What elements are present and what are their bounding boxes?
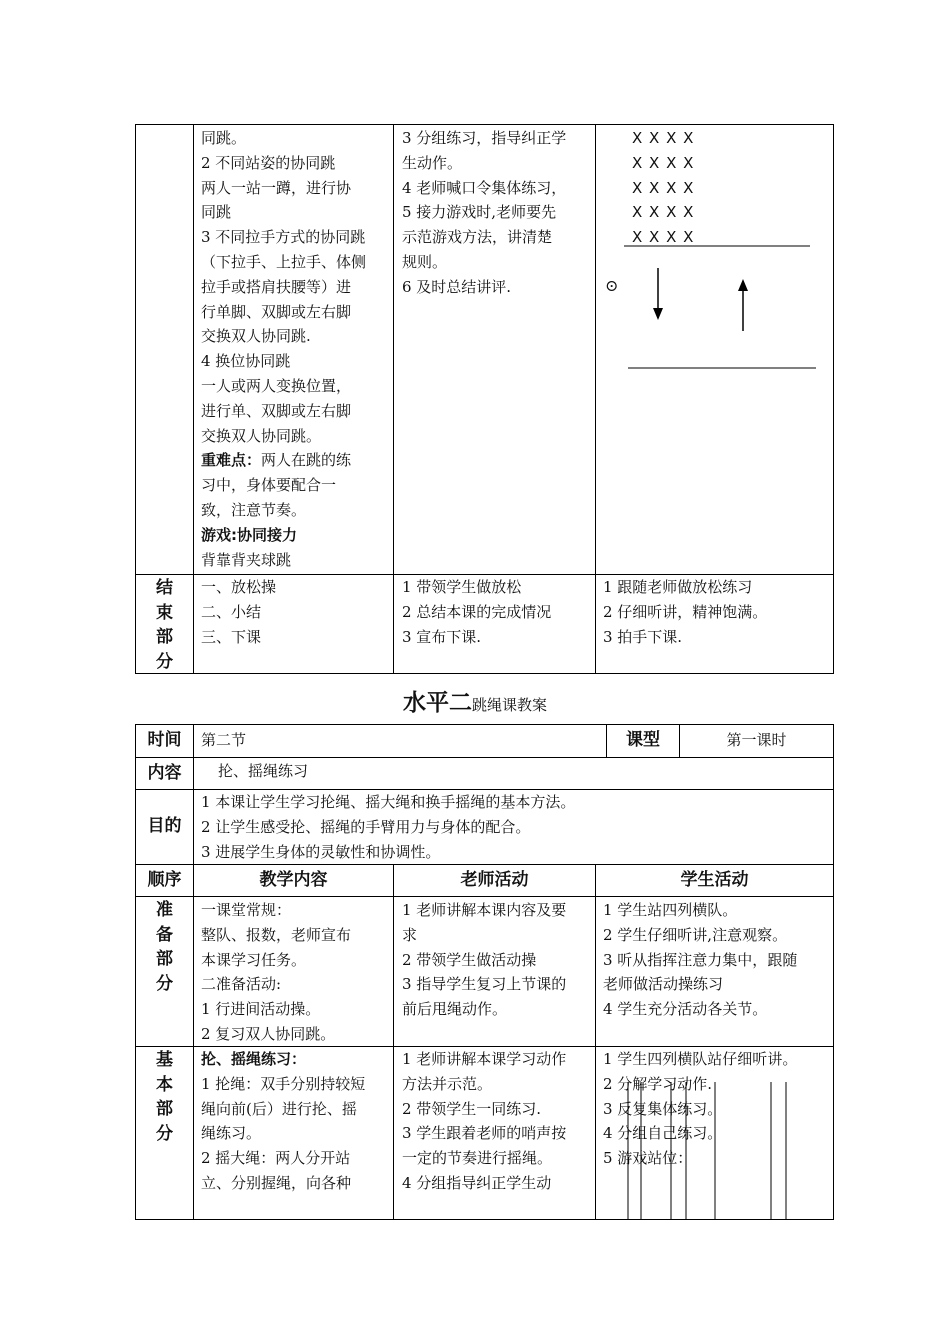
text-line: 1 老师讲解本课学习动作: [402, 1050, 567, 1068]
text-line: 三、下课: [201, 627, 262, 646]
text-line: 生动作。: [402, 153, 463, 172]
content-label: 内容: [147, 763, 182, 783]
formation-row: X X X X: [632, 153, 695, 172]
label-char: 准: [156, 900, 173, 920]
label-char: 分: [156, 973, 173, 994]
text-line: 行单脚、双脚或左右脚: [201, 302, 352, 321]
label-char: 结: [156, 578, 173, 598]
text-line: 4 老师喊口令集体练习，: [402, 178, 567, 197]
text-line: 本课学习任务。: [201, 950, 307, 969]
text-line: 绳练习。: [201, 1124, 262, 1143]
text-line: 3 学生跟着老师的哨声按: [402, 1124, 567, 1143]
text-line: 4 换位协同跳: [201, 352, 291, 371]
goal-item: 1 本课让学生学习抡绳、摇大绳和换手摇绳的基本方法。: [201, 793, 576, 811]
label-char: 部: [156, 949, 173, 969]
text-line: 一定的节奏进行摇绳。: [402, 1149, 553, 1168]
text-line: 3 反复集体练习。: [603, 1099, 723, 1118]
text-line: 二准备活动:: [201, 975, 282, 994]
text-line: 1 老师讲解本课内容及要: [402, 901, 567, 919]
header-content: 教学内容: [259, 870, 328, 890]
teacher-position-icon: ⊙: [605, 276, 619, 295]
text-line: 2 摇大绳：两人分开站: [201, 1149, 351, 1168]
text-line: 一课堂常规：: [201, 901, 292, 919]
key-point-label: 重难点：: [201, 451, 262, 470]
type-label: 课型: [626, 730, 660, 750]
text-line: 3 拍手下课.: [603, 627, 683, 646]
text-line: 4 分组自己练习。: [603, 1124, 723, 1143]
formation-row: X X X X: [632, 178, 695, 197]
text-line: （下拉手、上拉手、体侧: [201, 252, 367, 271]
text-line: 1 行进间活动操。: [201, 1000, 321, 1019]
text-line: 同跳。: [201, 129, 247, 147]
text-line: 交换双人协同跳。: [201, 426, 322, 445]
label-char: 备: [156, 924, 173, 945]
time-label: 时间: [147, 730, 182, 750]
text-line: 习中，身体要配合一: [201, 476, 337, 495]
game-text: 背靠背夹球跳: [201, 550, 292, 569]
text-line: 致，注意节奏。: [201, 500, 307, 519]
goal-item: 3 进展学生身体的灵敏性和协调性。: [201, 842, 441, 861]
text-line: 4 学生充分活动各关节。: [603, 1000, 768, 1019]
text-line: 交换双人协同跳.: [201, 327, 311, 346]
text-line: 两人一站一蹲，进行协: [201, 178, 352, 197]
text-line: 整队、报数，老师宣布: [201, 925, 352, 944]
text-line: 2 总结本课的完成情况: [402, 602, 552, 621]
content-value: 抡、摇绳练习: [218, 762, 309, 780]
text-line: 2 带领学生一同练习.: [402, 1099, 542, 1118]
text-line: 2 复习双人协同跳。: [201, 1024, 336, 1043]
game-label: 游戏:协同接力: [201, 525, 297, 544]
text-line: 2 学生仔细听讲,注意观察。: [603, 925, 788, 944]
text-line: 1 抡绳：双手分别持较短: [201, 1074, 366, 1093]
formation-row: X X X X: [632, 228, 695, 247]
formation-row: X X X X: [632, 129, 695, 147]
goal-item: 2 让学生感受抡、摇绳的手臂用力与身体的配合。: [201, 817, 531, 836]
text-line: 规则。: [402, 252, 448, 271]
text-line: 求: [402, 925, 418, 944]
text-line: 立、分别握绳，向各种: [201, 1173, 352, 1192]
key-point-text: 两人在跳的练: [261, 451, 352, 470]
text-line: 2 分解学习动作.: [603, 1074, 713, 1093]
time-value: 第二节: [201, 731, 247, 749]
text-line: 3 分组练习，指导纠正学: [402, 129, 567, 147]
text-line: 3 指导学生复习上节课的: [402, 975, 567, 994]
text-line: 2 不同站姿的协同跳: [201, 153, 336, 172]
title-main: 水平二: [402, 690, 472, 716]
text-line: 同跳: [201, 203, 232, 222]
text-line: 6 及时总结讲评.: [402, 277, 512, 296]
label-char: 束: [156, 602, 173, 623]
text-line: 3 听从指挥注意力集中，跟随: [603, 950, 798, 969]
text-line: 4 分组指导纠正学生动: [402, 1173, 552, 1192]
text-line: 2 仔细听讲，精神饱满。: [603, 602, 768, 621]
header-student: 学生活动: [680, 870, 749, 890]
type-value: 第一课时: [726, 731, 787, 749]
text-line: 进行单、双脚或左右脚: [201, 401, 352, 420]
label-char: 本: [156, 1074, 173, 1095]
text-line: 1 学生四列横队站仔细听讲。: [603, 1050, 798, 1068]
header-order: 顺序: [147, 870, 182, 890]
text-line: 老师做活动操练习: [603, 975, 724, 994]
text-line: 拉手或搭肩扶腰等）进: [201, 277, 352, 296]
label-char: 基: [156, 1050, 173, 1070]
text-line: 绳向前(后）进行抡、摇: [201, 1099, 357, 1118]
text-line: 二、小结: [201, 602, 262, 621]
label-char: 分: [156, 1123, 173, 1144]
header-teacher: 老师活动: [460, 870, 529, 890]
title-sub: 跳绳课教案: [471, 696, 547, 714]
text-line: 5 接力游戏时,老师要先: [402, 203, 557, 222]
text-line: 1 带领学生做放松: [402, 578, 522, 596]
text-line: 1 学生站四列横队。: [603, 901, 738, 919]
text-line: 一人或两人变换位置，: [201, 376, 352, 395]
text-line: 一、放松操: [201, 578, 277, 596]
text-line: 方法并示范。: [402, 1074, 493, 1093]
basic-title: 抡、摇绳练习：: [201, 1050, 307, 1068]
text-line: 3 宣布下课.: [402, 627, 482, 646]
text-line: 5 游戏站位：: [603, 1149, 693, 1168]
formation-row: X X X X: [632, 203, 695, 222]
label-char: 部: [156, 627, 173, 647]
text-line: 1 跟随老师做放松练习: [603, 578, 753, 596]
text-line: 2 带领学生做活动操: [402, 950, 537, 969]
text-line: 前后甩绳动作。: [402, 1000, 508, 1019]
text-line: 示范游戏方法，讲清楚: [402, 228, 553, 247]
label-char: 部: [156, 1099, 173, 1119]
label-char: 分: [156, 651, 173, 672]
text-line: 3 不同拉手方式的协同跳: [201, 228, 366, 247]
goal-label: 目的: [147, 816, 182, 836]
